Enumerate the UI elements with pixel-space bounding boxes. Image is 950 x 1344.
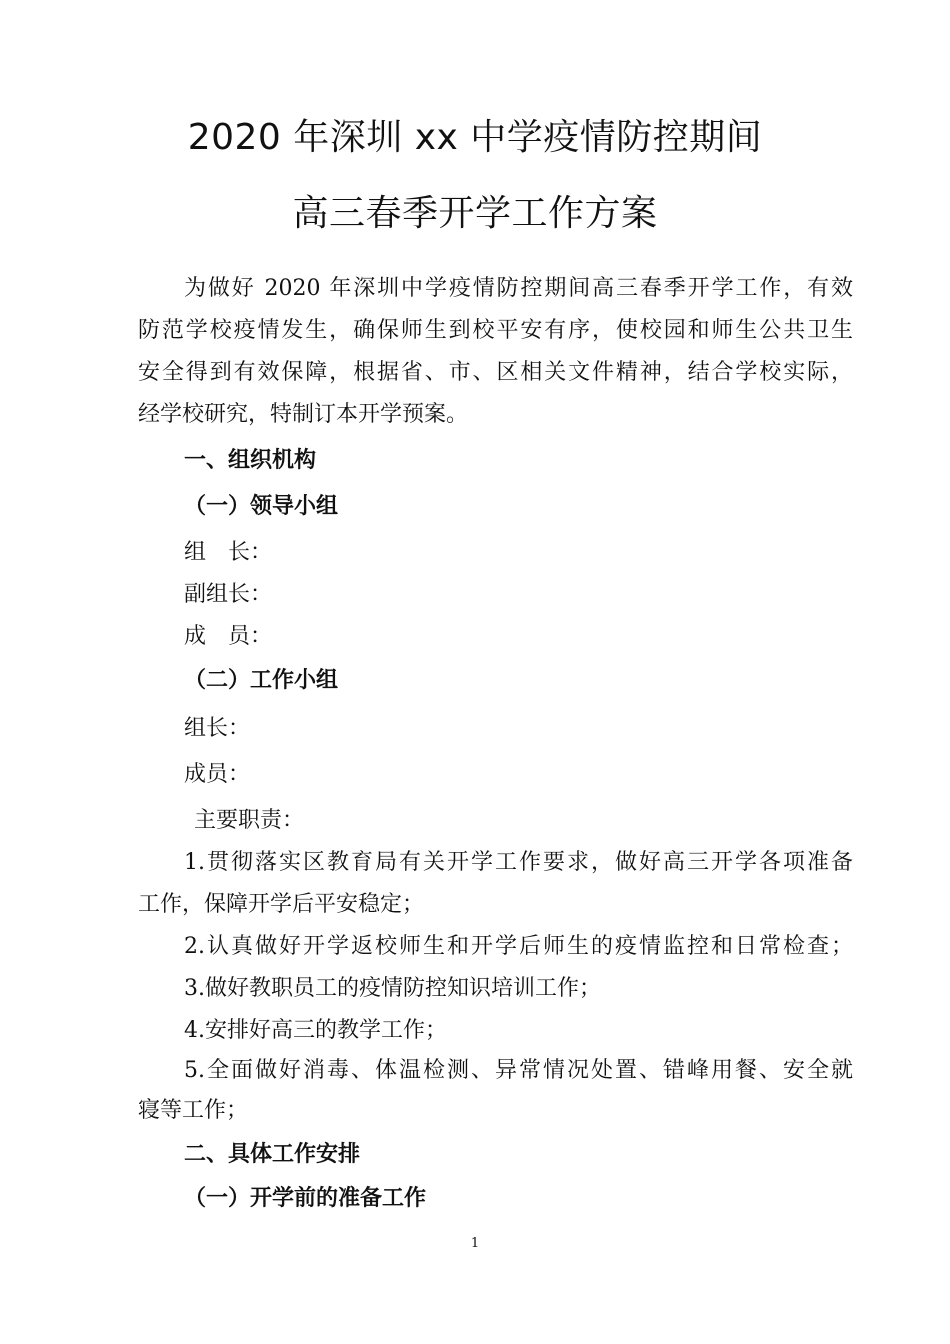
group-2-heading: （二）工作小组 <box>184 668 339 693</box>
group-2-members: 成员： <box>184 762 251 787</box>
duty-item-4: 4.安排好高三的教学工作； <box>184 1018 447 1043</box>
group-1-leader: 组 长： <box>184 540 273 565</box>
section-2-sub-1-heading: （一）开学前的准备工作 <box>184 1186 427 1211</box>
intro-paragraph-line-3: 安全得到有效保障，根据省、市、区相关文件精神，结合学校实际， <box>138 360 853 385</box>
duty-item-1-line-2: 工作，保障开学后平安稳定； <box>138 892 425 917</box>
duty-item-3: 3.做好教职员工的疫情防控知识培训工作； <box>184 976 601 1001</box>
document-title-line-1: 2020 年深圳 xx 中学疫情防控期间 <box>187 117 763 158</box>
page-number: 1 <box>470 1236 480 1251</box>
section-2-heading: 二、具体工作安排 <box>184 1142 361 1167</box>
group-2-leader: 组长： <box>184 716 251 741</box>
duty-item-2: 2.认真做好开学返校师生和开学后师生的疫情监控和日常检查； <box>184 934 853 959</box>
intro-paragraph-line-1: 为做好 2020 年深圳中学疫情防控期间高三春季开学工作，有效 <box>184 276 853 301</box>
section-1-heading: 一、组织机构 <box>184 448 317 473</box>
duty-item-1-line-1: 1.贯彻落实区教育局有关开学工作要求，做好高三开学各项准备 <box>184 850 853 875</box>
intro-paragraph-line-4: 经学校研究，特制订本开学预案。 <box>138 402 469 427</box>
duties-heading: 主要职责： <box>194 808 305 833</box>
duty-item-5-line-1: 5.全面做好消毒、体温检测、异常情况处置、错峰用餐、安全就 <box>184 1058 853 1083</box>
group-1-heading: （一）领导小组 <box>184 494 339 519</box>
group-1-vice-leader: 副组长： <box>184 582 273 607</box>
document-title-line-2: 高三春季开学工作方案 <box>292 193 658 234</box>
duty-item-5-line-2: 寝等工作； <box>138 1098 249 1123</box>
intro-paragraph-line-2: 防范学校疫情发生，确保师生到校平安有序，使校园和师生公共卫生 <box>138 318 853 343</box>
group-1-members: 成 员： <box>184 624 273 649</box>
